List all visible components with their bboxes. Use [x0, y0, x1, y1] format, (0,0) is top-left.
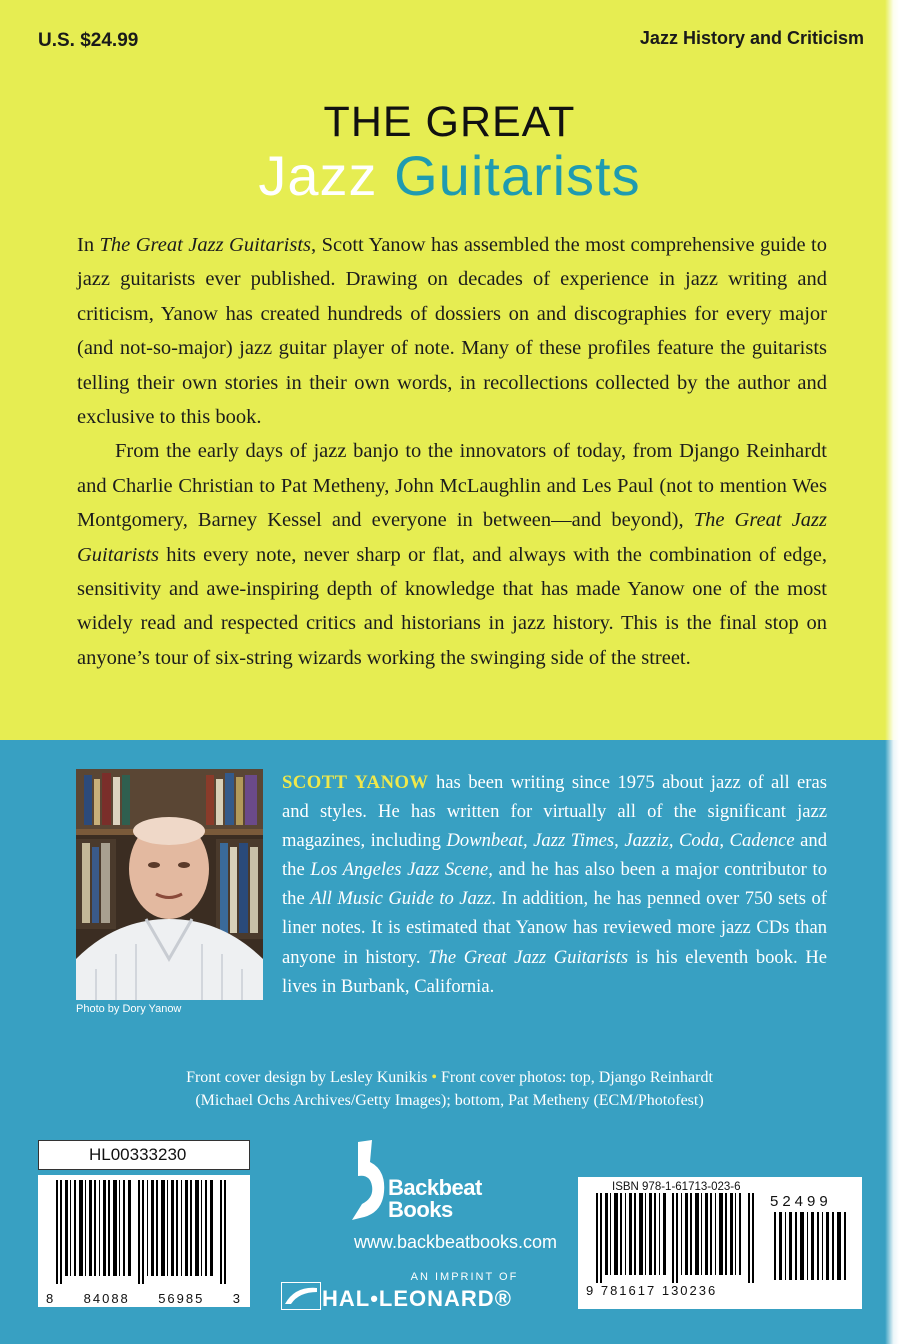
publisher-name-line-2: Books [388, 1197, 453, 1222]
hal-leonard-logo-icon [281, 1282, 321, 1310]
isbn-label: ISBN 978-1-61713-023-6 [612, 1181, 741, 1193]
publisher-name [388, 1177, 482, 1221]
text-span: . In addition, he has penned over 750 sets of liner notes. It is estimated that Yanow has reviewed more jazz CDs than anyone in history. [282, 888, 827, 968]
isbn-barcode [578, 1177, 862, 1309]
author-photo [76, 769, 263, 1000]
magazine-title: Jazziz [624, 830, 669, 852]
text-span: hits every note, never sharp or flat, and always with the combination of edge, sensitivity and awe-inspiring depth of knowledge that has made Yanow one of the most widely read and respected critics and historians in jazz history. This is the final stop on anyone’s tour of six-string wizards working the swinging side of the street. [77, 543, 827, 669]
category-label: Jazz History and Criticism [639, 28, 864, 48]
title-line-2 [0, 143, 899, 208]
isbn-digits: 9 781617 130236 [586, 1283, 718, 1298]
magazine-title: Los Angeles Jazz Scene [310, 859, 489, 881]
book-title-italic: The Great Jazz Guitarists [428, 946, 629, 968]
magazine-title: Coda [679, 830, 720, 852]
imprint-label: AN IMPRINT OF [410, 1271, 519, 1283]
text-span: , [668, 830, 680, 852]
description-paragraph-2 [77, 434, 827, 675]
credits-line-2: (Michael Ochs Archives/Getty Images); bottom, Pat Metheny (ECM/Photofest) [195, 1092, 704, 1109]
price-code-digits: 52499 [770, 1193, 832, 1210]
text-span: 84088 [83, 1291, 130, 1306]
publisher-website: www.backbeatbooks.com [353, 1232, 558, 1252]
price-label: U.S. $24.99 [38, 30, 139, 51]
text-span: , [719, 830, 730, 852]
author-bio [282, 768, 827, 1001]
title-word-guitarists: Guitarists [394, 144, 641, 207]
text-span: In [77, 234, 100, 256]
text-span: 8 [46, 1291, 56, 1306]
magazine-title: Downbeat [446, 830, 523, 852]
photo-credit: Photo by Dory Yanow [76, 1003, 182, 1015]
cover-credits [0, 1066, 899, 1112]
parent-publisher: HAL•LEONARD® [322, 1286, 512, 1311]
text-span: , Scott Yanow has assembled the most comprehensive guide to jazz guitarists ever published. Drawing on decades of experience in jazz writing and criticism, Yanow has created hundreds of dossiers on and discographies for every major (and not-so-major) jazz guitar player of note. Many of these profiles feature the guitarists telling their own stories in their own words, in recollections collected by the author and exclusive to this book. [77, 234, 827, 429]
book-description [77, 228, 827, 675]
book-title-italic: The Great Jazz Guitarists [77, 509, 827, 566]
addon-barcode-bars [770, 1210, 854, 1280]
text-span: is his eleventh book. He lives in Burbank, California. [282, 946, 827, 997]
text-span: , and he has also been a major contributor to the [282, 859, 827, 910]
scan-edge [885, 0, 899, 1344]
book-title-italic: The Great Jazz Guitarists [99, 234, 312, 256]
author-name: SCOTT YANOW [282, 772, 429, 793]
text-span: , [614, 830, 625, 852]
product-code: HL00333230 [38, 1140, 250, 1170]
text-span: has been writing since 1975 about jazz of all eras and styles. He has written for virtually all of the significant jazz magazines, including [282, 772, 827, 852]
isbn-barcode-bars [586, 1193, 770, 1283]
upc-digits [46, 1291, 242, 1306]
title-line-1: THE GREAT [323, 98, 576, 146]
magazine-title: All Music Guide to Jazz [310, 888, 492, 910]
title-word-jazz: Jazz [258, 144, 378, 207]
magazine-title: Cadence [729, 830, 795, 852]
text-span: 56985 [158, 1291, 205, 1306]
text-span: and the [282, 830, 828, 881]
text-span: Front cover design by Lesley Kunikis [186, 1069, 428, 1086]
text-span: From the early days of jazz banjo to the innovators of today, from Django Reinhardt and Charlie Christian to Pat Metheny, John McLaughlin and Les Paul (not to mention Wes Montgomery, Barney Kessel and everyone in between—and beyond), [77, 440, 827, 532]
magazine-title: Jazz Times [533, 830, 615, 852]
text-span: 3 [232, 1291, 242, 1306]
text-span: Front cover photos: top, Django Reinhardt [440, 1069, 713, 1086]
bullet-separator: • [431, 1069, 437, 1086]
text-span: , [522, 830, 534, 852]
description-paragraph-1 [77, 228, 827, 434]
publisher-name-line-1: Backbeat [388, 1175, 482, 1200]
credits-line-1 [0, 1066, 899, 1089]
